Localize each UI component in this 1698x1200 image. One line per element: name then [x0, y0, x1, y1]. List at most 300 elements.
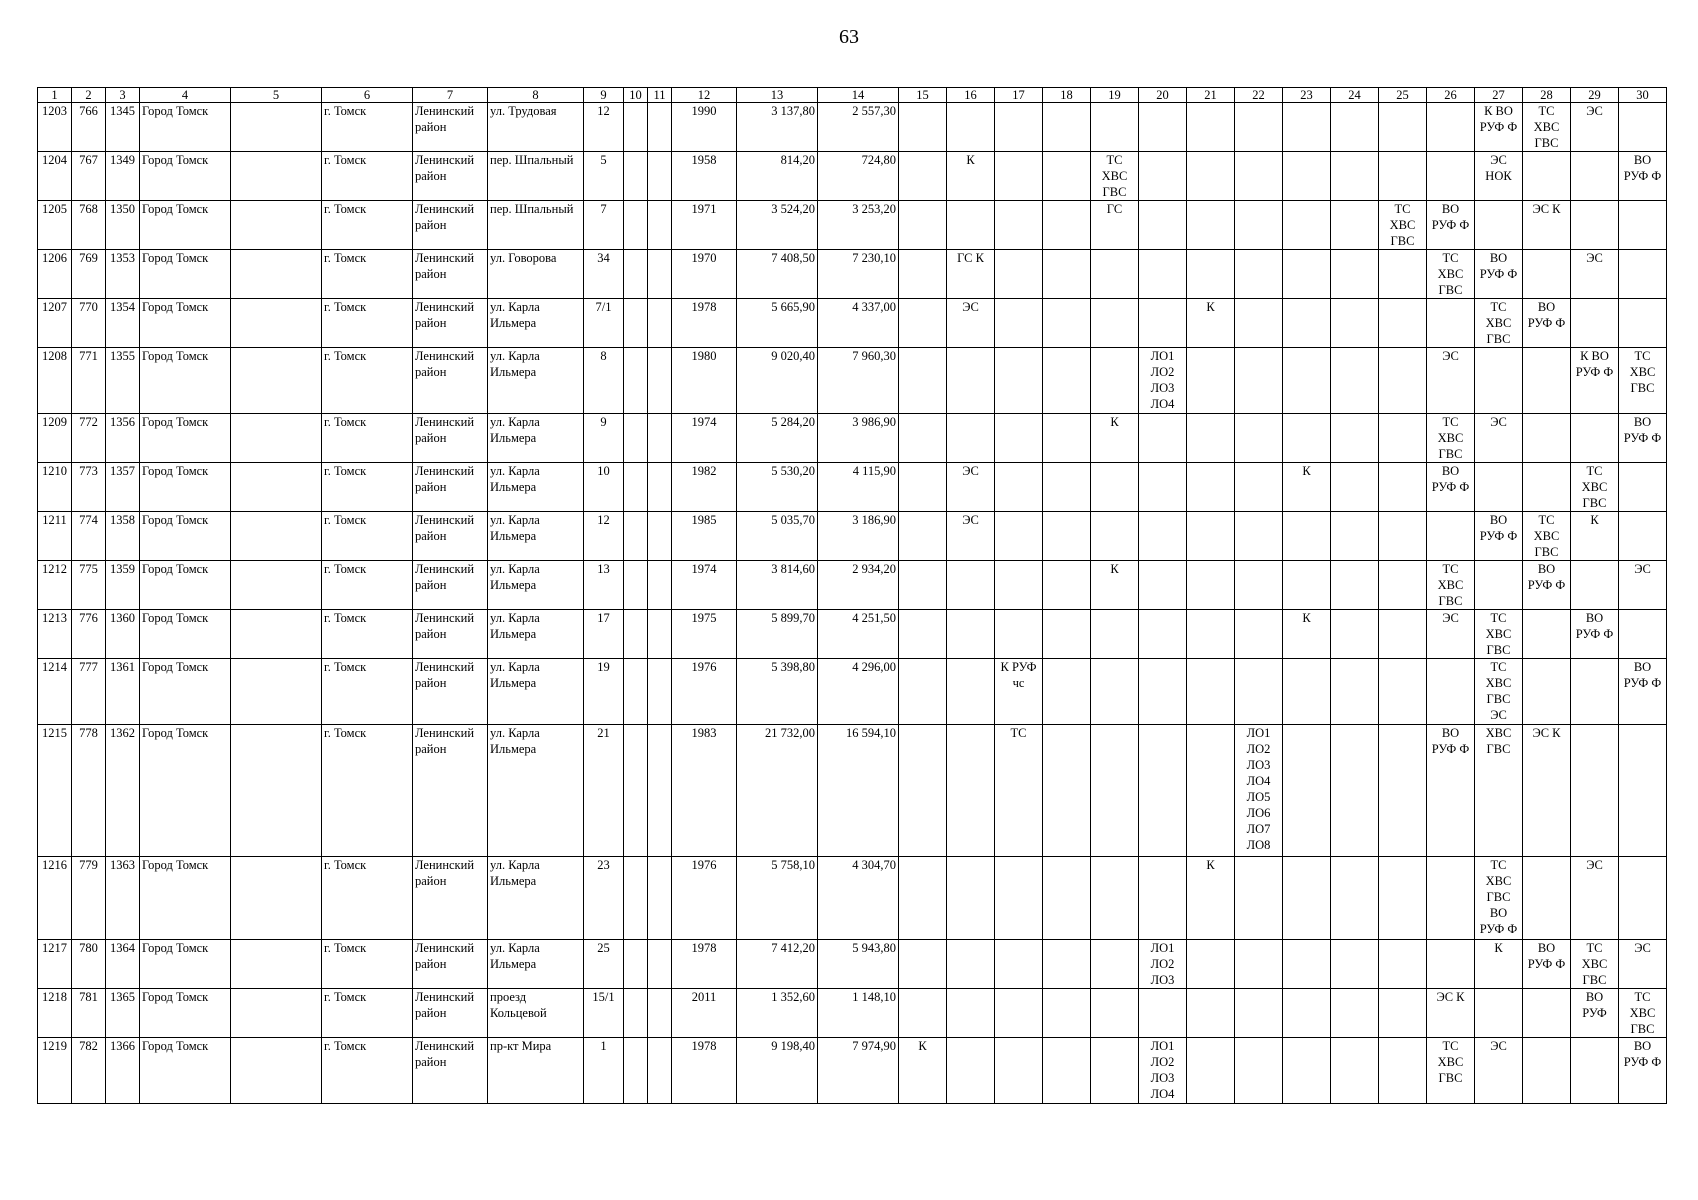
table-cell-col-28	[1523, 414, 1571, 463]
table-cell-col-15	[899, 201, 947, 250]
table-cell-col-22	[1235, 1038, 1283, 1104]
table-cell-col-29: ЭС	[1571, 103, 1619, 152]
table-cell-col-26	[1427, 152, 1475, 201]
table-cell-col-26	[1427, 857, 1475, 940]
table-cell-col-23	[1283, 299, 1331, 348]
table-cell-col-7: Ленинский район	[413, 299, 488, 348]
table-cell-col-5	[231, 250, 322, 299]
table-cell-col-19: ГС	[1091, 201, 1139, 250]
table-row	[38, 414, 1667, 463]
table-cell-col-28	[1523, 857, 1571, 940]
table-cell-col-11	[648, 414, 672, 463]
table-cell-col-15	[899, 414, 947, 463]
table-cell-col-29	[1571, 299, 1619, 348]
table-cell-col-4: Город Томск	[140, 940, 231, 989]
table-cell-col-5	[231, 299, 322, 348]
table-cell-col-26: ЭС	[1427, 610, 1475, 659]
table-cell-col-11	[648, 299, 672, 348]
table-cell-col-27: ТС ХВС ГВС ВО РУФ Ф	[1475, 857, 1523, 940]
table-cell-col-22	[1235, 610, 1283, 659]
table-cell-col-13: 814,20	[737, 152, 818, 201]
table-cell-col-3: 1345	[106, 103, 140, 152]
table-cell-col-14: 4 304,70	[818, 857, 899, 940]
table-cell-col-10	[624, 250, 648, 299]
table-cell-col-4: Город Томск	[140, 299, 231, 348]
table-cell-col-5	[231, 725, 322, 857]
table-cell-col-22: ЛО1 ЛО2 ЛО3 ЛО4 ЛО5 ЛО6 ЛО7 ЛО8	[1235, 725, 1283, 857]
table-cell-col-10	[624, 1038, 648, 1104]
table-cell-col-30: ЭС	[1619, 561, 1667, 610]
table-cell-col-16: ГС К	[947, 250, 995, 299]
column-header-5: 5	[231, 88, 322, 103]
table-cell-col-19: К	[1091, 561, 1139, 610]
table-cell-col-20	[1139, 152, 1187, 201]
table-cell-col-4: Город Томск	[140, 414, 231, 463]
column-header-23: 23	[1283, 88, 1331, 103]
table-cell-col-9: 1	[584, 1038, 624, 1104]
table-cell-col-20	[1139, 989, 1187, 1038]
table-cell-col-14: 2 557,30	[818, 103, 899, 152]
column-header-4: 4	[140, 88, 231, 103]
table-cell-col-13: 7 412,20	[737, 940, 818, 989]
table-cell-col-21	[1187, 250, 1235, 299]
table-cell-col-2: 782	[72, 1038, 106, 1104]
table-cell-col-18	[1043, 725, 1091, 857]
table-cell-col-20	[1139, 512, 1187, 561]
table-cell-col-17: ТС	[995, 725, 1043, 857]
table-cell-col-13: 9 198,40	[737, 1038, 818, 1104]
table-cell-col-15	[899, 103, 947, 152]
table-cell-col-15: К	[899, 1038, 947, 1104]
table-cell-col-9: 17	[584, 610, 624, 659]
table-cell-col-24	[1331, 857, 1379, 940]
table-cell-col-4: Город Томск	[140, 725, 231, 857]
table-cell-col-10	[624, 561, 648, 610]
table-cell-col-1: 1207	[38, 299, 72, 348]
table-cell-col-12: 1990	[672, 103, 737, 152]
table-cell-col-27: ТС ХВС ГВС ЭС	[1475, 659, 1523, 725]
table-cell-col-25	[1379, 940, 1427, 989]
table-cell-col-14: 5 943,80	[818, 940, 899, 989]
table-cell-col-20	[1139, 561, 1187, 610]
column-header-12: 12	[672, 88, 737, 103]
table-cell-col-11	[648, 610, 672, 659]
table-cell-col-3: 1356	[106, 414, 140, 463]
table-cell-col-14: 16 594,10	[818, 725, 899, 857]
table-cell-col-17	[995, 414, 1043, 463]
table-row	[38, 989, 1667, 1038]
table-cell-col-12: 1985	[672, 512, 737, 561]
table-cell-col-26: ВО РУФ Ф	[1427, 201, 1475, 250]
table-row	[38, 348, 1667, 414]
table-cell-col-2: 781	[72, 989, 106, 1038]
table-cell-col-2: 775	[72, 561, 106, 610]
table-cell-col-28: ВО РУФ Ф	[1523, 561, 1571, 610]
table-cell-col-30: ТС ХВС ГВС	[1619, 989, 1667, 1038]
table-cell-col-23	[1283, 512, 1331, 561]
table-cell-col-30: ВО РУФ Ф	[1619, 659, 1667, 725]
table-cell-col-28: ТС ХВС ГВС	[1523, 512, 1571, 561]
table-cell-col-4: Город Томск	[140, 610, 231, 659]
table-cell-col-25	[1379, 610, 1427, 659]
table-cell-col-23: К	[1283, 610, 1331, 659]
table-cell-col-20	[1139, 250, 1187, 299]
table-cell-col-5	[231, 940, 322, 989]
table-cell-col-11	[648, 201, 672, 250]
table-cell-col-21	[1187, 725, 1235, 857]
table-cell-col-17	[995, 610, 1043, 659]
table-cell-col-23	[1283, 725, 1331, 857]
column-number-header	[38, 88, 1667, 103]
table-cell-col-17	[995, 1038, 1043, 1104]
table-cell-col-1: 1210	[38, 463, 72, 512]
table-cell-col-9: 9	[584, 414, 624, 463]
table-cell-col-19	[1091, 1038, 1139, 1104]
table-cell-col-26: ТС ХВС ГВС	[1427, 250, 1475, 299]
table-cell-col-15	[899, 512, 947, 561]
table-cell-col-22	[1235, 463, 1283, 512]
table-cell-col-20	[1139, 463, 1187, 512]
table-cell-col-19: ТС ХВС ГВС	[1091, 152, 1139, 201]
table-cell-col-11	[648, 561, 672, 610]
table-cell-col-8: ул. Карла Ильмера	[488, 659, 584, 725]
table-cell-col-10	[624, 152, 648, 201]
table-cell-col-11	[648, 725, 672, 857]
table-cell-col-24	[1331, 989, 1379, 1038]
table-cell-col-26: ЭС К	[1427, 989, 1475, 1038]
table-cell-col-12: 1974	[672, 414, 737, 463]
table-cell-col-8: ул. Карла Ильмера	[488, 940, 584, 989]
table-cell-col-12: 1978	[672, 1038, 737, 1104]
table-cell-col-25	[1379, 512, 1427, 561]
table-cell-col-18	[1043, 857, 1091, 940]
table-cell-col-22	[1235, 659, 1283, 725]
table-cell-col-10	[624, 463, 648, 512]
table-cell-col-7: Ленинский район	[413, 610, 488, 659]
table-cell-col-16	[947, 561, 995, 610]
table-cell-col-30	[1619, 610, 1667, 659]
table-cell-col-6: г. Томск	[322, 348, 413, 414]
column-header-17: 17	[995, 88, 1043, 103]
table-cell-col-10	[624, 989, 648, 1038]
table-cell-col-18	[1043, 299, 1091, 348]
table-cell-col-6: г. Томск	[322, 512, 413, 561]
table-cell-col-2: 774	[72, 512, 106, 561]
table-cell-col-28: ВО РУФ Ф	[1523, 299, 1571, 348]
table-cell-col-28	[1523, 1038, 1571, 1104]
table-cell-col-3: 1359	[106, 561, 140, 610]
table-cell-col-9: 21	[584, 725, 624, 857]
table-cell-col-28	[1523, 348, 1571, 414]
table-cell-col-27	[1475, 201, 1523, 250]
table-cell-col-21: К	[1187, 299, 1235, 348]
table-cell-col-16	[947, 940, 995, 989]
table-cell-col-4: Город Томск	[140, 659, 231, 725]
table-cell-col-1: 1208	[38, 348, 72, 414]
table-cell-col-24	[1331, 201, 1379, 250]
table-cell-col-26	[1427, 299, 1475, 348]
table-cell-col-18	[1043, 348, 1091, 414]
table-cell-col-3: 1365	[106, 989, 140, 1038]
table-cell-col-17	[995, 103, 1043, 152]
table-cell-col-8: пр-кт Мира	[488, 1038, 584, 1104]
table-cell-col-18	[1043, 250, 1091, 299]
table-cell-col-27: ВО РУФ Ф	[1475, 250, 1523, 299]
table-row	[38, 250, 1667, 299]
table-cell-col-5	[231, 348, 322, 414]
table-cell-col-25	[1379, 414, 1427, 463]
column-header-22: 22	[1235, 88, 1283, 103]
table-cell-col-22	[1235, 561, 1283, 610]
table-cell-col-6: г. Томск	[322, 299, 413, 348]
column-header-8: 8	[488, 88, 584, 103]
table-cell-col-21	[1187, 512, 1235, 561]
table-cell-col-26: ВО РУФ Ф	[1427, 725, 1475, 857]
table-row	[38, 299, 1667, 348]
table-cell-col-21	[1187, 659, 1235, 725]
table-cell-col-7: Ленинский район	[413, 561, 488, 610]
table-cell-col-29	[1571, 725, 1619, 857]
table-cell-col-6: г. Томск	[322, 610, 413, 659]
column-header-18: 18	[1043, 88, 1091, 103]
table-cell-col-14: 3 986,90	[818, 414, 899, 463]
table-cell-col-10	[624, 103, 648, 152]
table-cell-col-2: 779	[72, 857, 106, 940]
column-header-9: 9	[584, 88, 624, 103]
column-header-19: 19	[1091, 88, 1139, 103]
table-cell-col-18	[1043, 610, 1091, 659]
table-cell-col-12: 1958	[672, 152, 737, 201]
table-cell-col-17	[995, 512, 1043, 561]
table-cell-col-24	[1331, 103, 1379, 152]
table-cell-col-14: 1 148,10	[818, 989, 899, 1038]
table-cell-col-23	[1283, 857, 1331, 940]
table-cell-col-11	[648, 989, 672, 1038]
table-cell-col-28	[1523, 463, 1571, 512]
table-cell-col-22	[1235, 940, 1283, 989]
table-cell-col-10	[624, 857, 648, 940]
table-cell-col-19	[1091, 725, 1139, 857]
table-cell-col-8: ул. Карла Ильмера	[488, 725, 584, 857]
table-cell-col-2: 771	[72, 348, 106, 414]
table-cell-col-20: ЛО1 ЛО2 ЛО3 ЛО4	[1139, 348, 1187, 414]
table-cell-col-25	[1379, 857, 1427, 940]
column-header-15: 15	[899, 88, 947, 103]
table-cell-col-1: 1219	[38, 1038, 72, 1104]
table-cell-col-25	[1379, 250, 1427, 299]
table-cell-col-11	[648, 103, 672, 152]
table-cell-col-18	[1043, 940, 1091, 989]
table-cell-col-20	[1139, 659, 1187, 725]
table-cell-col-15	[899, 610, 947, 659]
table-cell-col-25	[1379, 463, 1427, 512]
table-cell-col-10	[624, 659, 648, 725]
table-cell-col-14: 3 253,20	[818, 201, 899, 250]
table-cell-col-13: 5 398,80	[737, 659, 818, 725]
table-cell-col-23	[1283, 659, 1331, 725]
column-header-30: 30	[1619, 88, 1667, 103]
table-cell-col-28: ЭС К	[1523, 725, 1571, 857]
table-cell-col-19	[1091, 299, 1139, 348]
table-cell-col-10	[624, 512, 648, 561]
table-cell-col-3: 1354	[106, 299, 140, 348]
table-row	[38, 725, 1667, 857]
table-cell-col-6: г. Томск	[322, 857, 413, 940]
table-cell-col-1: 1216	[38, 857, 72, 940]
table-cell-col-18	[1043, 512, 1091, 561]
table-cell-col-6: г. Томск	[322, 989, 413, 1038]
table-cell-col-9: 5	[584, 152, 624, 201]
table-cell-col-7: Ленинский район	[413, 414, 488, 463]
table-cell-col-20	[1139, 725, 1187, 857]
table-cell-col-20	[1139, 857, 1187, 940]
column-header-24: 24	[1331, 88, 1379, 103]
table-cell-col-7: Ленинский район	[413, 201, 488, 250]
table-cell-col-26	[1427, 512, 1475, 561]
table-row	[38, 463, 1667, 512]
table-cell-col-19: К	[1091, 414, 1139, 463]
table-cell-col-21	[1187, 610, 1235, 659]
table-cell-col-9: 19	[584, 659, 624, 725]
table-cell-col-6: г. Томск	[322, 152, 413, 201]
table-cell-col-12: 1971	[672, 201, 737, 250]
column-header-11: 11	[648, 88, 672, 103]
table-cell-col-9: 13	[584, 561, 624, 610]
table-row	[38, 152, 1667, 201]
table-cell-col-30: ТС ХВС ГВС	[1619, 348, 1667, 414]
table-cell-col-17	[995, 152, 1043, 201]
table-cell-col-5	[231, 463, 322, 512]
table-cell-col-5	[231, 1038, 322, 1104]
table-cell-col-2: 780	[72, 940, 106, 989]
table-cell-col-1: 1204	[38, 152, 72, 201]
table-cell-col-17	[995, 299, 1043, 348]
table-cell-col-12: 1974	[672, 561, 737, 610]
table-cell-col-3: 1362	[106, 725, 140, 857]
table-cell-col-14: 4 115,90	[818, 463, 899, 512]
table-cell-col-21	[1187, 561, 1235, 610]
table-cell-col-24	[1331, 659, 1379, 725]
table-cell-col-20	[1139, 201, 1187, 250]
table-cell-col-3: 1366	[106, 1038, 140, 1104]
table-cell-col-14: 3 186,90	[818, 512, 899, 561]
table-cell-col-14: 2 934,20	[818, 561, 899, 610]
column-header-28: 28	[1523, 88, 1571, 103]
table-cell-col-30	[1619, 103, 1667, 152]
table-cell-col-9: 23	[584, 857, 624, 940]
table-cell-col-19	[1091, 463, 1139, 512]
table-cell-col-6: г. Томск	[322, 414, 413, 463]
table-cell-col-26	[1427, 659, 1475, 725]
table-cell-col-23	[1283, 989, 1331, 1038]
table-cell-col-25	[1379, 103, 1427, 152]
table-cell-col-3: 1364	[106, 940, 140, 989]
column-header-1: 1	[38, 88, 72, 103]
table-row	[38, 940, 1667, 989]
table-cell-col-18	[1043, 201, 1091, 250]
table-cell-col-15	[899, 725, 947, 857]
table-cell-col-2: 767	[72, 152, 106, 201]
table-cell-col-21	[1187, 152, 1235, 201]
table-cell-col-23	[1283, 152, 1331, 201]
table-cell-col-29: ТС ХВС ГВС	[1571, 463, 1619, 512]
table-cell-col-17	[995, 250, 1043, 299]
table-cell-col-4: Город Томск	[140, 1038, 231, 1104]
table-cell-col-12: 1976	[672, 857, 737, 940]
column-header-13: 13	[737, 88, 818, 103]
table-cell-col-11	[648, 152, 672, 201]
table-row	[38, 201, 1667, 250]
table-cell-col-18	[1043, 414, 1091, 463]
table-cell-col-22	[1235, 201, 1283, 250]
table-cell-col-8: ул. Карла Ильмера	[488, 561, 584, 610]
table-cell-col-24	[1331, 725, 1379, 857]
table-cell-col-29	[1571, 1038, 1619, 1104]
table-cell-col-15	[899, 561, 947, 610]
table-cell-col-28: ВО РУФ Ф	[1523, 940, 1571, 989]
table-cell-col-13: 5 530,20	[737, 463, 818, 512]
table-cell-col-2: 770	[72, 299, 106, 348]
table-cell-col-12: 1978	[672, 299, 737, 348]
table-cell-col-7: Ленинский район	[413, 463, 488, 512]
table-cell-col-9: 12	[584, 512, 624, 561]
table-cell-col-8: проезд Кольцевой	[488, 989, 584, 1038]
table-cell-col-12: 2011	[672, 989, 737, 1038]
table-cell-col-19	[1091, 250, 1139, 299]
table-cell-col-6: г. Томск	[322, 103, 413, 152]
table-cell-col-16: ЭС	[947, 512, 995, 561]
table-cell-col-27: ВО РУФ Ф	[1475, 512, 1523, 561]
column-header-3: 3	[106, 88, 140, 103]
table-cell-col-21	[1187, 201, 1235, 250]
table-cell-col-26	[1427, 940, 1475, 989]
column-header-27: 27	[1475, 88, 1523, 103]
table-cell-col-7: Ленинский район	[413, 152, 488, 201]
table-cell-col-25	[1379, 725, 1427, 857]
table-cell-col-12: 1983	[672, 725, 737, 857]
table-cell-col-30	[1619, 463, 1667, 512]
table-cell-col-11	[648, 250, 672, 299]
table-cell-col-1: 1214	[38, 659, 72, 725]
table-cell-col-7: Ленинский район	[413, 103, 488, 152]
table-cell-col-3: 1357	[106, 463, 140, 512]
table-cell-col-10	[624, 725, 648, 857]
table-cell-col-6: г. Томск	[322, 659, 413, 725]
table-cell-col-18	[1043, 989, 1091, 1038]
table-cell-col-28: ЭС К	[1523, 201, 1571, 250]
table-cell-col-9: 8	[584, 348, 624, 414]
table-cell-col-13: 5 284,20	[737, 414, 818, 463]
table-cell-col-10	[624, 201, 648, 250]
table-cell-col-26: ВО РУФ Ф	[1427, 463, 1475, 512]
table-cell-col-5	[231, 103, 322, 152]
table-cell-col-24	[1331, 512, 1379, 561]
table-cell-col-27	[1475, 463, 1523, 512]
table-cell-col-14: 7 974,90	[818, 1038, 899, 1104]
table-cell-col-17	[995, 561, 1043, 610]
table-cell-col-23	[1283, 561, 1331, 610]
table-cell-col-16	[947, 414, 995, 463]
table-cell-col-12: 1980	[672, 348, 737, 414]
table-cell-col-13: 5 758,10	[737, 857, 818, 940]
table-cell-col-27: К	[1475, 940, 1523, 989]
table-cell-col-12: 1970	[672, 250, 737, 299]
table-cell-col-6: г. Томск	[322, 250, 413, 299]
table-cell-col-5	[231, 610, 322, 659]
table-cell-col-24	[1331, 414, 1379, 463]
table-cell-col-10	[624, 940, 648, 989]
table-cell-col-12: 1978	[672, 940, 737, 989]
